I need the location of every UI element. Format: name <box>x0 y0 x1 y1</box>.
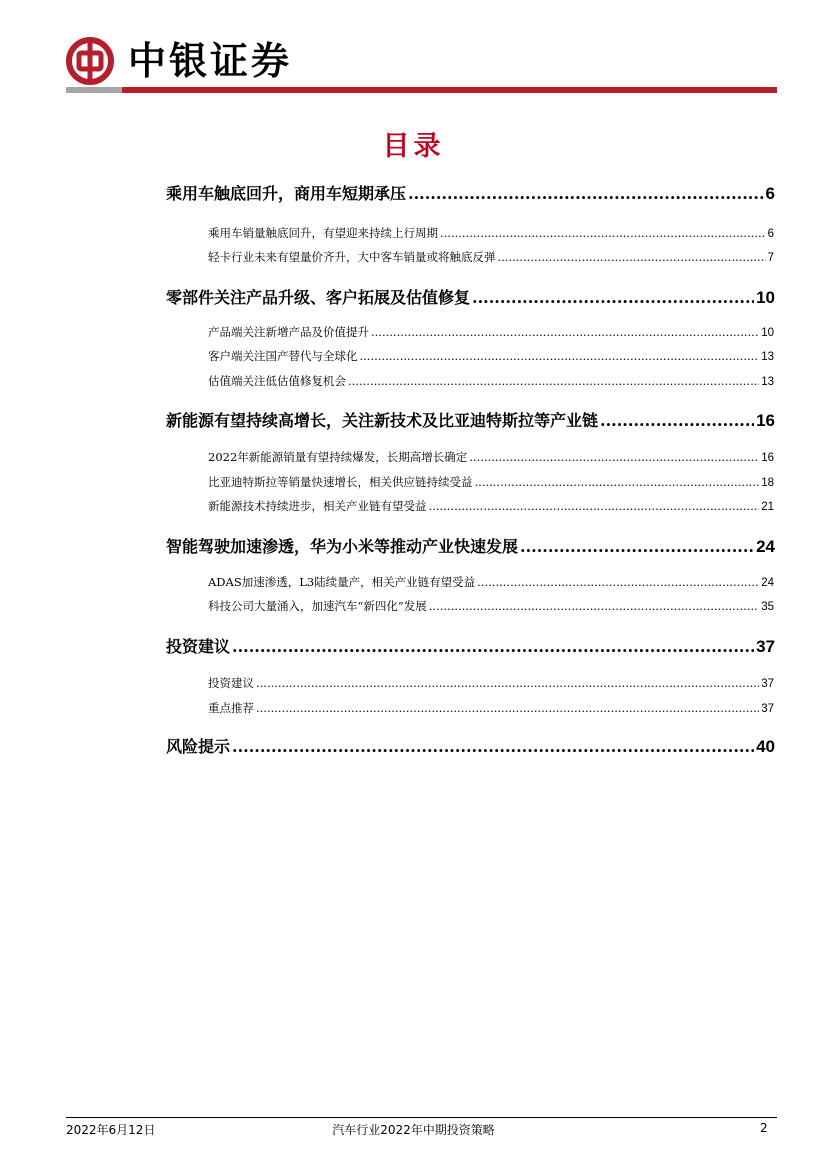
toc-subsection[interactable] <box>208 249 774 265</box>
toc-subsection-title: 乘用车销量触底回升，有望迎来持续上行周期 <box>208 226 438 240</box>
leader-dots <box>440 226 766 240</box>
leader-dots <box>498 250 766 264</box>
toc-subsection-title: 比亚迪特斯拉等销量快速增长，相关供应链持续受益 <box>208 475 473 489</box>
leader-dots <box>360 349 760 363</box>
toc-section-page: 16 <box>756 411 775 430</box>
toc-subsection-page: 6 <box>767 228 774 240</box>
toc-subsection[interactable] <box>208 598 774 614</box>
footer-rule <box>66 1117 777 1118</box>
leader-dots <box>469 450 759 464</box>
leader-dots <box>520 537 754 556</box>
toc-subsection[interactable] <box>208 225 774 241</box>
toc-subsection[interactable] <box>208 449 774 465</box>
toc-subsection-page: 7 <box>767 252 774 264</box>
toc-section-title: 零部件关注产品升级、客户拓展及估值修复 <box>166 288 471 307</box>
leader-dots <box>232 637 754 656</box>
leader-dots <box>600 411 754 430</box>
toc-subsection[interactable] <box>208 675 774 691</box>
leader-dots <box>477 575 759 589</box>
toc-subsection-page: 10 <box>761 327 774 339</box>
toc-section-title: 智能驾驶加速渗透，华为小米等推动产业快速发展 <box>166 537 519 556</box>
toc-subsection-page: 16 <box>761 452 774 464</box>
toc-subsection-page: 37 <box>761 703 774 715</box>
toc-subsection-page: 13 <box>761 376 774 388</box>
leader-dots <box>429 499 760 513</box>
leader-dots <box>472 288 754 307</box>
toc-subsection[interactable] <box>208 574 774 590</box>
toc-subsection[interactable] <box>208 498 774 514</box>
toc-section[interactable] <box>166 734 775 757</box>
toc-subsection-title: 客户端关注国产替代与全球化 <box>208 349 358 363</box>
toc-section-title: 风险提示 <box>166 737 231 756</box>
toc-section-page: 40 <box>756 737 775 756</box>
toc-subsection-page: 24 <box>761 577 774 589</box>
toc-section[interactable] <box>166 181 775 204</box>
toc-subsection-title: 产品端关注新增产品及价值提升 <box>208 325 369 339</box>
bank-of-china-emblem-icon <box>66 37 114 85</box>
footer-date: 2022年6月12日 <box>66 1123 156 1137</box>
leader-dots <box>256 701 759 715</box>
leader-dots <box>408 184 764 203</box>
leader-dots <box>348 374 759 388</box>
toc-subsection-page: 21 <box>761 501 774 513</box>
leader-dots <box>371 325 759 339</box>
toc-subsection-title: 估值端关注低估值修复机会 <box>208 374 346 388</box>
toc-subsection[interactable] <box>208 373 774 389</box>
toc-section-page: 6 <box>765 184 775 203</box>
toc-subsection[interactable] <box>208 324 774 340</box>
leader-dots <box>256 676 759 690</box>
toc-section-title: 投资建议 <box>166 637 231 656</box>
toc-subsection[interactable] <box>208 474 774 490</box>
toc-section[interactable] <box>166 634 775 657</box>
toc-section-title: 新能源有望持续高增长，关注新技术及比亚迪特斯拉等产业链 <box>166 411 599 430</box>
toc-subsection-title: 轻卡行业未来有望量价齐升，大中客车销量或将触底反弹 <box>208 250 496 264</box>
toc-subsection-title: 投资建议 <box>208 676 254 690</box>
leader-dots <box>232 737 754 756</box>
toc-section[interactable] <box>166 408 775 431</box>
leader-dots <box>429 599 759 613</box>
footer-page-number: 2 <box>760 1121 768 1135</box>
toc-subsection[interactable] <box>208 348 774 364</box>
brand-name: 中银证券 <box>128 39 293 83</box>
toc-subsection-page: 13 <box>761 351 774 363</box>
header-logo <box>66 36 292 86</box>
toc-section-page: 10 <box>756 288 775 307</box>
toc-subsection-title: 重点推荐 <box>208 701 254 715</box>
toc-subsection-page: 35 <box>761 601 774 613</box>
toc-section-title: 乘用车触底回升，商用车短期承压 <box>166 184 407 203</box>
toc-section[interactable] <box>166 534 775 557</box>
toc-subsection-title: 科技公司大量涌入，加速汽车“新四化”发展 <box>208 599 427 613</box>
toc-section-page: 37 <box>756 637 775 656</box>
leader-dots <box>475 475 760 489</box>
toc-subsection-page: 18 <box>761 477 774 489</box>
toc-subsection-title: 新能源技术持续进步，相关产业链有望受益 <box>208 499 427 513</box>
toc-section[interactable] <box>166 285 775 308</box>
toc-title: 目录 <box>382 131 445 162</box>
footer-document-title: 汽车行业2022年中期投资策略 <box>332 1123 495 1137</box>
toc-subsection-title: ADAS加速渗透，L3陆续量产，相关产业链有望受益 <box>208 575 476 589</box>
toc-subsection-page: 37 <box>761 678 774 690</box>
toc-subsection-title: 2022年新能源销量有望持续爆发，长期高增长确定 <box>208 450 468 464</box>
toc-subsection[interactable] <box>208 700 774 716</box>
header-rule <box>66 87 777 93</box>
toc-section-page: 24 <box>756 537 775 556</box>
